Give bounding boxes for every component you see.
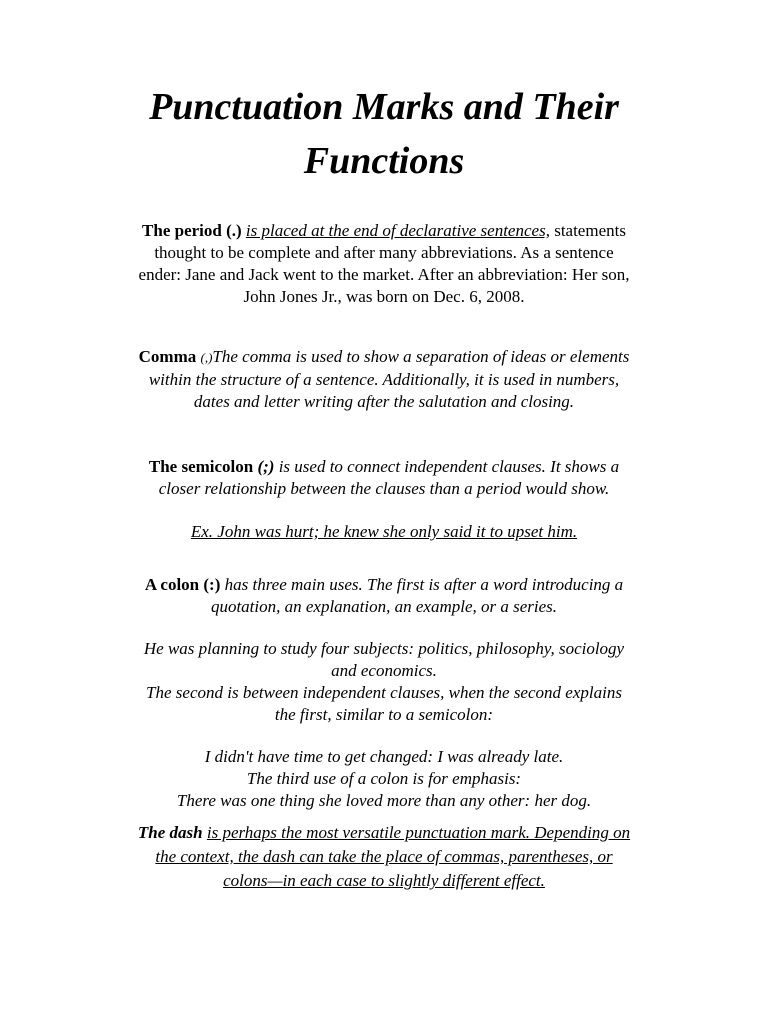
comma-symbol: (,) bbox=[200, 350, 213, 365]
semicolon-label: The semicolon bbox=[148, 457, 254, 476]
colon-example1-line1: He was planning to study four subjects: politics, philosophy, sociology bbox=[143, 639, 625, 658]
period-label: The period (.) bbox=[142, 221, 242, 240]
colon-line1-rest: has three main uses. The first is after a word introducing a bbox=[224, 575, 624, 594]
comma-label: Comma bbox=[138, 347, 197, 366]
title-line-1: Punctuation Marks and Their bbox=[149, 86, 619, 128]
period-line2: thought to be complete and after many abbreviations. As a sentence bbox=[154, 243, 614, 262]
comma-line3: dates and letter writing after the salutation and closing. bbox=[193, 392, 575, 411]
comma-line1-rest: The comma is used to show a separation of ideas or elements bbox=[212, 347, 630, 366]
period-emphasis: is placed at the end of declarative sentences, bbox=[245, 221, 550, 240]
period-line1-rest: statements bbox=[554, 221, 626, 240]
semicolon-line1-rest: is used to connect independent clauses. It shows a bbox=[278, 457, 620, 476]
colon-label: A colon (:) bbox=[144, 575, 221, 594]
semicolon-symbol: (;) bbox=[257, 457, 275, 476]
period-paragraph bbox=[84, 220, 684, 308]
colon-line2: quotation, an explanation, an example, or a series. bbox=[210, 597, 558, 616]
semicolon-example: Ex. John was hurt; he knew she only said it to upset him. bbox=[190, 522, 578, 541]
semicolon-line2: closer relationship between the clauses than a period would show. bbox=[158, 479, 610, 498]
colon-third: The third use of a colon is for emphasis: bbox=[246, 769, 522, 788]
comma-paragraph bbox=[84, 346, 684, 413]
dash-line3: colons—in each case to slightly different effect. bbox=[223, 871, 545, 890]
dash-label: The dash bbox=[137, 823, 203, 842]
colon-examples-block bbox=[84, 638, 684, 726]
colon-example2: I didn't have time to get changed: I was already late. bbox=[204, 747, 564, 766]
dash-line2: the context, the dash can take the place of commas, parentheses, or bbox=[155, 847, 613, 866]
period-line3: ender: Jane and Jack went to the market. After an abbreviation: Her son, bbox=[138, 265, 630, 284]
colon-example1-line2: and economics. bbox=[331, 661, 437, 680]
dash-paragraph bbox=[84, 821, 684, 893]
colon-second-line1: The second is between independent clauses, when the second explains bbox=[146, 683, 622, 702]
page-title bbox=[0, 80, 768, 188]
colon-example3: There was one thing she loved more than any other: her dog. bbox=[176, 791, 592, 810]
comma-line2: within the structure of a sentence. Additionally, it is used in numbers, bbox=[148, 370, 620, 389]
colon-paragraph bbox=[84, 574, 684, 618]
dash-line1-rest: is perhaps the most versatile punctuation mark. Depending on bbox=[206, 823, 631, 842]
title-line-2: Functions bbox=[303, 140, 465, 182]
colon-more-examples bbox=[84, 746, 684, 812]
colon-second-line2: the first, similar to a semicolon: bbox=[274, 705, 494, 724]
semicolon-paragraph bbox=[84, 456, 684, 500]
period-line4: John Jones Jr., was born on Dec. 6, 2008. bbox=[243, 287, 525, 306]
